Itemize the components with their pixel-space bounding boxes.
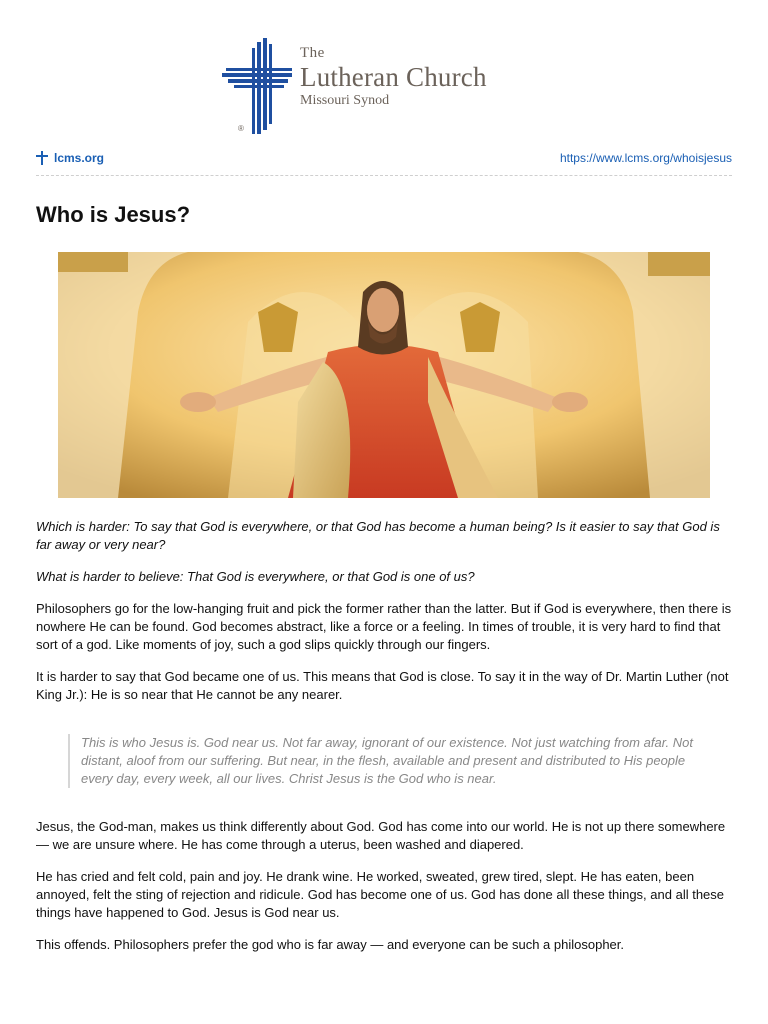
logo-sub: Missouri Synod bbox=[300, 93, 390, 108]
registered-mark: ® bbox=[238, 124, 244, 133]
logo-wordmark bbox=[300, 44, 487, 110]
lcms-logo[interactable] bbox=[222, 38, 552, 136]
paragraph: He has cried and felt cold, pain and joy. He drank wine. He worked, sweated, grew tired, slept. He has eaten, been annoyed, felt the sting of rejection and ridicule. God has become one of us. God has done all these things, and all these things have happened to God. Jesus is God near us. bbox=[36, 869, 725, 920]
paragraph: Jesus, the God-man, makes us think differently about God. God has come into our world. He is not up there somewhere — we are unsure where. He has come through a uterus, been washed and diapered. bbox=[36, 819, 726, 852]
divider bbox=[36, 175, 732, 176]
article-body bbox=[36, 518, 736, 968]
jesus-statue-image bbox=[58, 252, 710, 498]
paragraph: What is harder to believe: That God is everywhere, or that God is one of us? bbox=[36, 569, 475, 584]
lcms-cross-icon bbox=[222, 38, 294, 136]
logo-the: The bbox=[300, 45, 325, 61]
top-bar bbox=[36, 151, 732, 171]
paragraph: It is harder to say that God became one of us. This means that God is close. To say it in the way of Dr. Martin Luther (not King Jr.): He is so near that He cannot be any nearer. bbox=[36, 669, 729, 702]
pull-quote: This is who Jesus is. God near us. Not far away, ignorant of our existence. Not just watching from afar. Not distant, aloof from our suffering. But near, in the flesh, available and present and distributed to His people every day, every week, all our lives. Christ Jesus is the God who is near. bbox=[68, 734, 701, 788]
logo-main: Lutheran Church bbox=[300, 62, 487, 92]
hero-image bbox=[58, 252, 710, 498]
page-url-link[interactable]: https://www.lcms.org/whoisjesus bbox=[559, 151, 732, 165]
paragraph: Philosophers go for the low-hanging fruit and pick the former rather than the latter. But if God is everywhere, then there is nowhere He can be found. God becomes abstract, like a force or a feeling. In times of trouble, it is very hard to find that sort of a god. Like moments of joy, such a god slips quickly through our fingers. bbox=[36, 601, 732, 652]
paragraph: This offends. Philosophers prefer the god who is far away — and everyone can be such a philosopher. bbox=[36, 937, 625, 952]
page-title: Who is Jesus? bbox=[36, 202, 191, 227]
paragraph: Which is harder: To say that God is everywhere, or that God has become a human being? Is it easier to say that God is far away or very near? bbox=[36, 519, 720, 552]
cross-icon bbox=[36, 151, 48, 165]
site-link[interactable] bbox=[36, 151, 104, 165]
site-label: lcms.org bbox=[54, 151, 105, 165]
